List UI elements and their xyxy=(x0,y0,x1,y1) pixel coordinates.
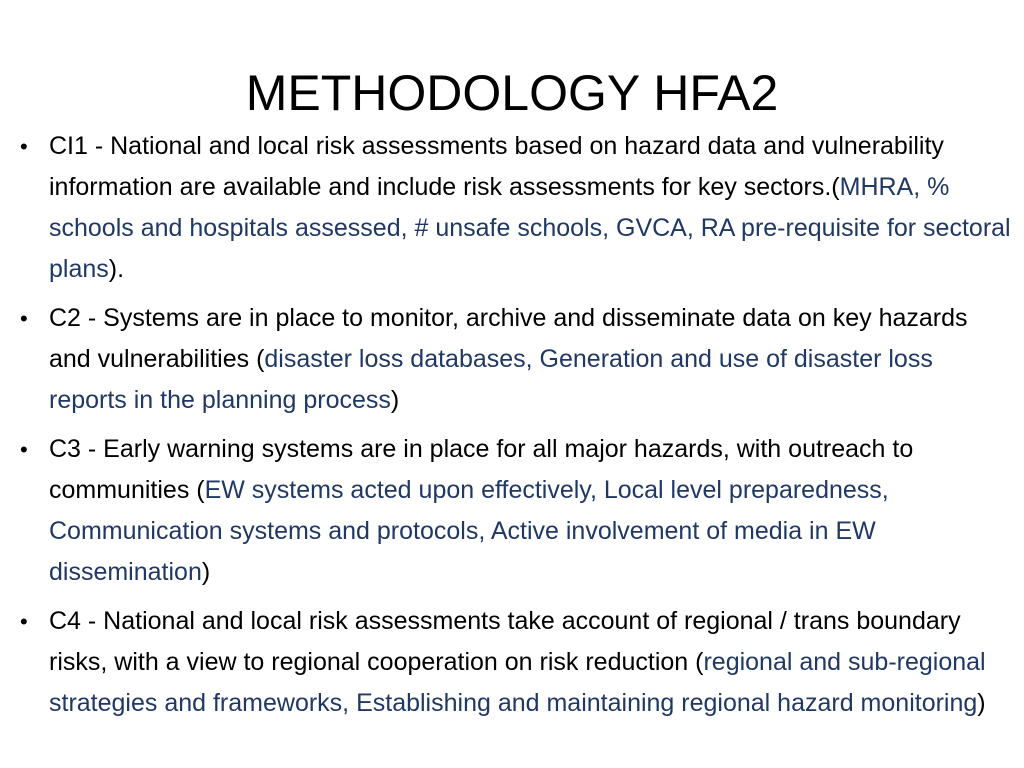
bullet-list xyxy=(18,126,1014,732)
bullet-lead: C2 - Systems are in place to monitor, archive and disseminate data on key hazards and vulnerabilities ( xyxy=(49,304,968,373)
bullet-item-c4 xyxy=(18,601,1014,724)
bullet-item-c2 xyxy=(18,298,1014,421)
bullet-dot-icon: • xyxy=(20,306,28,331)
bullet-tail: ) xyxy=(201,558,211,586)
bullet-tail: ) xyxy=(390,386,400,414)
bullet-dot-icon: • xyxy=(20,134,28,159)
bullet-tail: ). xyxy=(108,255,125,283)
slide-title: METHODOLOGY HFA2 xyxy=(245,65,779,121)
bullet-detail: disaster loss databases, Generation and use of disaster loss reports in the planning process xyxy=(49,345,933,414)
bullet-tail: ) xyxy=(977,689,986,717)
bullet-lead: C4 - National and local risk assessments take account of regional / trans boundary risks, with a view to regional cooperation on risk reduction ( xyxy=(49,607,961,676)
bullet-lead: C3 - Early warning systems are in place for all major hazards, with outreach to communities ( xyxy=(49,435,914,504)
bullet-dot-icon: • xyxy=(20,609,28,634)
bullet-detail: MHRA, % schools and hospitals assessed, # unsafe schools, GVCA, RA pre-requisite for sectoral plans xyxy=(49,173,1011,283)
bullet-item-c3 xyxy=(18,429,1014,593)
bullet-lead: CI1 - National and local risk assessments based on hazard data and vulnerability information are available and include risk assessments for key sectors.( xyxy=(49,132,944,201)
bullet-dot-icon: • xyxy=(20,437,28,462)
bullet-detail: regional and sub-regional strategies and frameworks, Establishing and maintaining regional hazard monitoring xyxy=(49,648,986,717)
bullet-detail: EW systems acted upon effectively, Local level preparedness, Communication systems and protocols, Active involvement of media in EW dissemination xyxy=(49,476,889,586)
bullet-item-ci1 xyxy=(18,126,1014,290)
